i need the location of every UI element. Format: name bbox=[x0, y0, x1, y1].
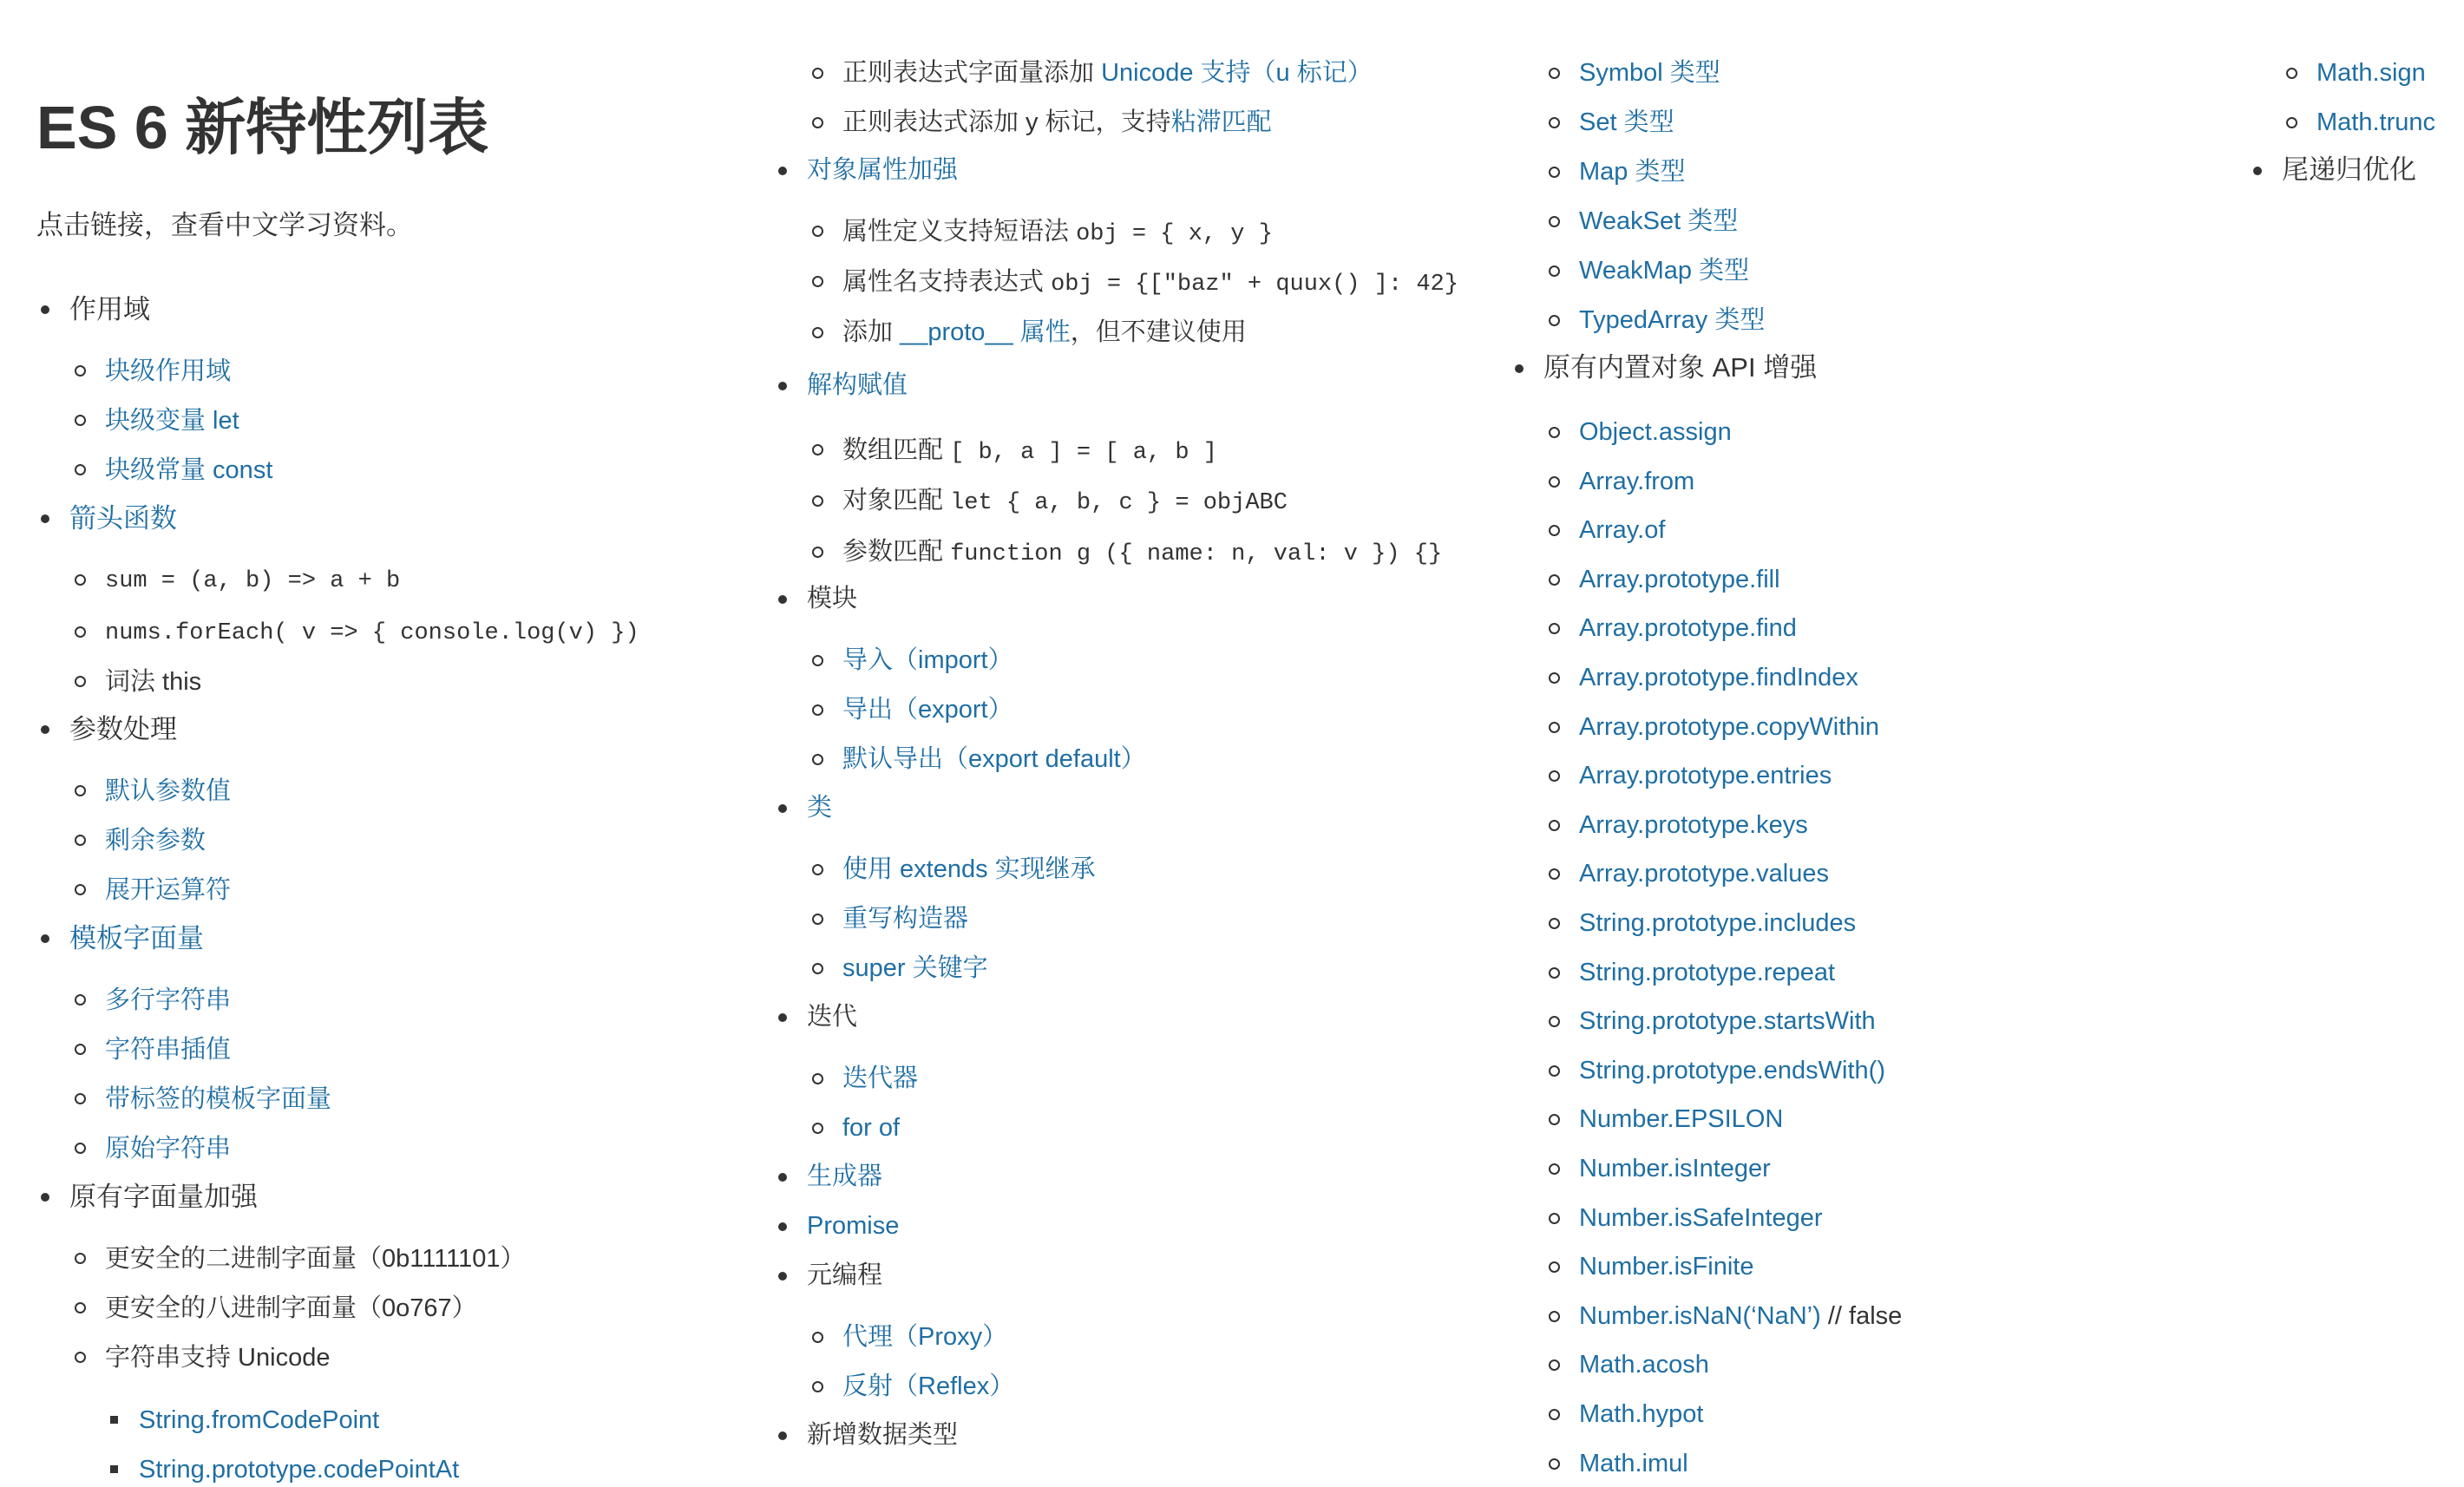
bullet-circle bbox=[2286, 117, 2297, 128]
link-block-let[interactable]: 块级变量 let bbox=[105, 407, 239, 435]
text-binary-literal: 更安全的二进制字面量（0b1111101） bbox=[105, 1245, 526, 1273]
link-multiline-strings[interactable]: 多行字符串 bbox=[105, 986, 232, 1014]
bullet-circle bbox=[75, 1044, 86, 1055]
section-meta-label: 元编程 bbox=[807, 1261, 883, 1289]
bullet-disc bbox=[778, 595, 787, 604]
bullet-circle bbox=[1549, 1213, 1560, 1224]
bullet-disc bbox=[41, 934, 49, 943]
bullet-circle bbox=[1549, 1359, 1560, 1371]
link-builtin-api[interactable]: Object.assign bbox=[1579, 418, 1732, 446]
link-set-type[interactable]: Set 类型 bbox=[1579, 108, 1674, 136]
bullet-circle bbox=[1549, 722, 1560, 733]
object-computed-prefix: 属性名支持表达式 bbox=[842, 268, 1045, 296]
object-shorthand-prefix: 属性定义支持短语法 bbox=[842, 218, 1070, 246]
bullet-circle bbox=[75, 1253, 86, 1264]
section-datatypes-label: 新增数据类型 bbox=[807, 1421, 959, 1449]
text-string-unicode: 字符串支持 Unicode bbox=[105, 1344, 331, 1372]
builtin-isnan-item bbox=[1579, 1299, 1902, 1333]
link-export-default[interactable]: 默认导出（export default） bbox=[842, 745, 1146, 773]
link-map-type[interactable]: Map 类型 bbox=[1579, 158, 1686, 186]
bullet-circle bbox=[1549, 1016, 1560, 1027]
bullet-circle bbox=[75, 415, 86, 426]
bullet-circle bbox=[812, 117, 823, 128]
bullet-circle bbox=[2286, 68, 2297, 79]
bullet-circle bbox=[1549, 1409, 1560, 1420]
object-proto-item bbox=[842, 315, 1247, 350]
object-shorthand-code: obj = { x, y } bbox=[1076, 221, 1273, 247]
link-builtin-api[interactable]: Number.EPSILON bbox=[1579, 1105, 1784, 1133]
object-proto-suffix: ，但不建议使用 bbox=[1070, 318, 1247, 346]
link-weakset-type[interactable]: WeakSet 类型 bbox=[1579, 207, 1739, 235]
bullet-circle bbox=[812, 495, 823, 507]
bullet-circle bbox=[1549, 770, 1560, 782]
link-block-scope[interactable]: 块级作用域 bbox=[105, 357, 232, 385]
object-computed-code: obj = {["baz" + quux() ]: 42} bbox=[1051, 272, 1458, 298]
destructuring-array-prefix: 数组匹配 bbox=[842, 436, 944, 464]
bullet-circle bbox=[1549, 1114, 1560, 1125]
bullet-circle bbox=[75, 464, 86, 475]
bullet-circle bbox=[75, 1093, 86, 1104]
link-builtin-api[interactable]: String.prototype.repeat bbox=[1579, 959, 1836, 986]
bullet-circle bbox=[75, 835, 86, 846]
link-builtin-api[interactable]: String.prototype.includes bbox=[1579, 909, 1857, 937]
bullet-circle bbox=[1549, 265, 1560, 277]
link-typedarray-type[interactable]: TypedArray 类型 bbox=[1579, 306, 1766, 334]
regex-sticky-item bbox=[842, 105, 1272, 140]
link-builtin-api[interactable]: Array.prototype.values bbox=[1579, 860, 1829, 888]
bullet-circle bbox=[1549, 1163, 1560, 1175]
link-math-sign[interactable]: Math.sign bbox=[2317, 59, 2426, 87]
link-builtin-math[interactable]: Math.acosh bbox=[1579, 1351, 1709, 1379]
bullet-circle bbox=[812, 914, 823, 925]
link-weakmap-type[interactable]: WeakMap 类型 bbox=[1579, 257, 1750, 285]
bullet-disc bbox=[2253, 167, 2262, 175]
link-reflect[interactable]: 反射（Reflex） bbox=[842, 1372, 1015, 1400]
link-builtin-api[interactable]: Array.from bbox=[1579, 468, 1695, 495]
section-builtin-label: 原有内置对象 API 增强 bbox=[1543, 352, 1818, 383]
link-block-const[interactable]: 块级常量 const bbox=[105, 456, 273, 484]
regex-sticky-prefix: 正则表达式添加 y 标记，支持 bbox=[842, 108, 1171, 136]
regex-unicode-item bbox=[842, 56, 1373, 90]
bullet-circle bbox=[1549, 117, 1560, 128]
link-proto-property[interactable]: __proto__ 属性 bbox=[900, 318, 1071, 346]
bullet-disc bbox=[778, 1222, 787, 1231]
bullet-disc bbox=[41, 305, 49, 314]
link-arrow-functions[interactable]: 箭头函数 bbox=[69, 503, 177, 534]
destructuring-object-item bbox=[842, 483, 1288, 521]
section-iteration-label: 迭代 bbox=[807, 1003, 858, 1031]
link-builtin-api[interactable]: Array.prototype.entries bbox=[1579, 762, 1832, 789]
bullet-disc bbox=[41, 1193, 49, 1202]
section-scope-label: 作用域 bbox=[69, 294, 150, 324]
bullet-circle bbox=[1549, 525, 1560, 536]
bullet-circle bbox=[812, 1073, 823, 1084]
link-builtin-math[interactable]: Math.imul bbox=[1579, 1450, 1688, 1477]
link-for-of[interactable]: for of bbox=[842, 1114, 901, 1142]
object-proto-prefix: 添加 bbox=[842, 318, 894, 346]
bullet-circle bbox=[1549, 918, 1560, 929]
text-lexical-this: 词法 this bbox=[105, 668, 202, 696]
bullet-circle bbox=[75, 676, 86, 687]
link-builtin-api[interactable]: Array.prototype.keys bbox=[1579, 811, 1808, 839]
link-super-keyword[interactable]: super 关键字 bbox=[842, 954, 988, 982]
bullet-circle bbox=[812, 226, 823, 237]
link-proxy[interactable]: 代理（Proxy） bbox=[842, 1323, 1008, 1351]
isnan-comment: // false bbox=[1820, 1302, 1903, 1330]
bullet-square bbox=[110, 1416, 118, 1424]
section-params-label: 参数处理 bbox=[69, 714, 177, 744]
link-builtin-api[interactable]: Number.isFinite bbox=[1579, 1253, 1754, 1281]
bullet-circle bbox=[1549, 574, 1560, 586]
link-promise[interactable]: Promise bbox=[807, 1212, 900, 1240]
bullet-circle bbox=[812, 547, 823, 558]
bullet-circle bbox=[1549, 1458, 1560, 1470]
link-template-literals[interactable]: 模板字面量 bbox=[69, 923, 204, 953]
page-title: ES 6 新特性列表 bbox=[36, 94, 489, 161]
destructuring-param-prefix: 参数匹配 bbox=[842, 538, 944, 566]
destructuring-param-code: function g ({ name: n, val: v }) {} bbox=[950, 541, 1443, 567]
text-octal-literal: 更安全的八进制字面量（0o767） bbox=[105, 1294, 477, 1322]
link-fromcodepoint[interactable]: String.fromCodePoint bbox=[139, 1406, 380, 1434]
bullet-circle bbox=[75, 1302, 86, 1313]
bullet-disc bbox=[778, 1431, 787, 1440]
link-generators[interactable]: 生成器 bbox=[807, 1163, 883, 1190]
link-classes[interactable]: 类 bbox=[807, 794, 833, 822]
section-modules-label: 模块 bbox=[807, 585, 858, 612]
bullet-circle bbox=[1549, 1311, 1560, 1322]
bullet-circle bbox=[812, 1332, 823, 1343]
bullet-disc bbox=[778, 804, 787, 813]
bullet-circle bbox=[812, 704, 823, 716]
link-spread[interactable]: 展开运算符 bbox=[105, 876, 232, 904]
link-iterators[interactable]: 迭代器 bbox=[842, 1064, 919, 1092]
intro-text: 点击链接，查看中文学习资料。 bbox=[36, 210, 413, 240]
link-builtin-api[interactable]: Array.prototype.findIndex bbox=[1579, 664, 1858, 691]
bullet-circle bbox=[1549, 167, 1560, 178]
link-builtin-api[interactable]: String.prototype.endsWith() bbox=[1579, 1057, 1885, 1084]
bullet-circle bbox=[1549, 476, 1560, 488]
link-string-interpolation[interactable]: 字符串插值 bbox=[105, 1036, 232, 1064]
link-export[interactable]: 导出（export） bbox=[842, 696, 1013, 724]
link-destructuring[interactable]: 解构赋值 bbox=[807, 371, 908, 399]
section-literal-label: 原有字面量加强 bbox=[69, 1182, 258, 1212]
bullet-circle bbox=[812, 963, 823, 974]
bullet-circle bbox=[1549, 1261, 1560, 1273]
link-class-extends[interactable]: 使用 extends 实现继承 bbox=[842, 855, 1096, 883]
bullet-circle bbox=[1549, 427, 1560, 438]
bullet-square bbox=[110, 1465, 118, 1473]
bullet-circle bbox=[812, 276, 823, 287]
link-tagged-templates[interactable]: 带标签的模板字面量 bbox=[105, 1085, 332, 1113]
regex-unicode-prefix: 正则表达式字面量添加 bbox=[842, 59, 1095, 87]
bullet-circle bbox=[812, 864, 823, 875]
destructuring-array-code: [ b, a ] = [ a, b ] bbox=[950, 440, 1217, 466]
bullet-circle bbox=[75, 884, 86, 895]
bullet-circle bbox=[812, 444, 823, 455]
link-import[interactable]: 导入（import） bbox=[842, 646, 1013, 674]
link-number-isnan[interactable]: Number.isNaN(‘NaN’) bbox=[1579, 1302, 1821, 1330]
bullet-circle bbox=[75, 574, 86, 586]
bullet-circle bbox=[75, 626, 86, 638]
link-sticky-matching[interactable]: 粘滞匹配 bbox=[1170, 108, 1272, 136]
bullet-circle bbox=[812, 655, 823, 666]
bullet-circle bbox=[1549, 868, 1560, 880]
link-builtin-api[interactable]: Array.prototype.copyWithin bbox=[1579, 713, 1879, 741]
bullet-disc bbox=[778, 1173, 787, 1182]
link-builtin-api[interactable]: Array.prototype.find bbox=[1579, 614, 1797, 642]
link-builtin-math[interactable]: Math.hypot bbox=[1579, 1400, 1704, 1428]
bullet-circle bbox=[812, 68, 823, 79]
link-builtin-api[interactable]: Array.prototype.fill bbox=[1579, 566, 1780, 593]
link-raw-strings[interactable]: 原始字符串 bbox=[105, 1135, 232, 1163]
bullet-circle bbox=[1549, 68, 1560, 79]
bullet-disc bbox=[778, 1272, 787, 1281]
bullet-disc bbox=[778, 382, 787, 390]
destructuring-object-code: let { a, b, c } = objABC bbox=[950, 490, 1288, 516]
bullet-circle bbox=[75, 1143, 86, 1154]
bullet-circle bbox=[75, 1352, 86, 1363]
object-computed-item bbox=[842, 265, 1458, 302]
bullet-circle bbox=[1549, 315, 1560, 326]
bullet-circle bbox=[812, 1123, 823, 1134]
bullet-circle bbox=[812, 327, 823, 338]
link-builtin-api[interactable]: Number.isSafeInteger bbox=[1579, 1204, 1823, 1232]
bullet-disc bbox=[778, 1013, 787, 1022]
destructuring-array-item bbox=[842, 433, 1217, 470]
link-symbol-type[interactable]: Symbol 类型 bbox=[1579, 59, 1720, 87]
link-default-params[interactable]: 默认参数值 bbox=[105, 777, 232, 805]
link-class-constructor[interactable]: 重写构造器 bbox=[842, 905, 969, 933]
link-math-trunc[interactable]: Math.trunc bbox=[2317, 108, 2435, 136]
link-regex-unicode[interactable]: Unicode 支持（u 标记） bbox=[1101, 59, 1373, 87]
bullet-circle bbox=[1549, 216, 1560, 227]
object-shorthand-item bbox=[842, 214, 1273, 252]
bullet-circle bbox=[75, 994, 86, 1006]
code-arrow-sum: sum = (a, b) => a + b bbox=[105, 568, 401, 594]
bullet-circle bbox=[1549, 1065, 1560, 1077]
bullet-circle bbox=[812, 754, 823, 765]
bullet-disc bbox=[41, 514, 49, 523]
text-tail-call: 尾递归优化 bbox=[2282, 154, 2416, 185]
bullet-circle bbox=[1549, 820, 1560, 831]
bullet-circle bbox=[1549, 967, 1560, 979]
bullet-circle bbox=[75, 785, 86, 796]
destructuring-object-prefix: 对象匹配 bbox=[842, 487, 944, 514]
bullet-disc bbox=[778, 167, 787, 175]
link-rest-params[interactable]: 剩余参数 bbox=[105, 827, 206, 855]
link-codepointat[interactable]: String.prototype.codePointAt bbox=[139, 1456, 460, 1484]
destructuring-param-item bbox=[842, 534, 1442, 572]
link-builtin-api[interactable]: Array.of bbox=[1579, 516, 1666, 544]
link-builtin-api[interactable]: String.prototype.startsWith bbox=[1579, 1007, 1876, 1035]
bullet-circle bbox=[1549, 623, 1560, 634]
bullet-circle bbox=[812, 1381, 823, 1392]
bullet-circle bbox=[75, 365, 86, 377]
link-object-properties[interactable]: 对象属性加强 bbox=[807, 156, 959, 184]
link-builtin-api[interactable]: Number.isInteger bbox=[1579, 1155, 1771, 1182]
bullet-circle bbox=[1549, 672, 1560, 684]
code-arrow-foreach: nums.forEach( v => { console.log(v) }) bbox=[105, 620, 639, 646]
bullet-disc bbox=[41, 725, 49, 734]
bullet-disc bbox=[1515, 364, 1524, 373]
